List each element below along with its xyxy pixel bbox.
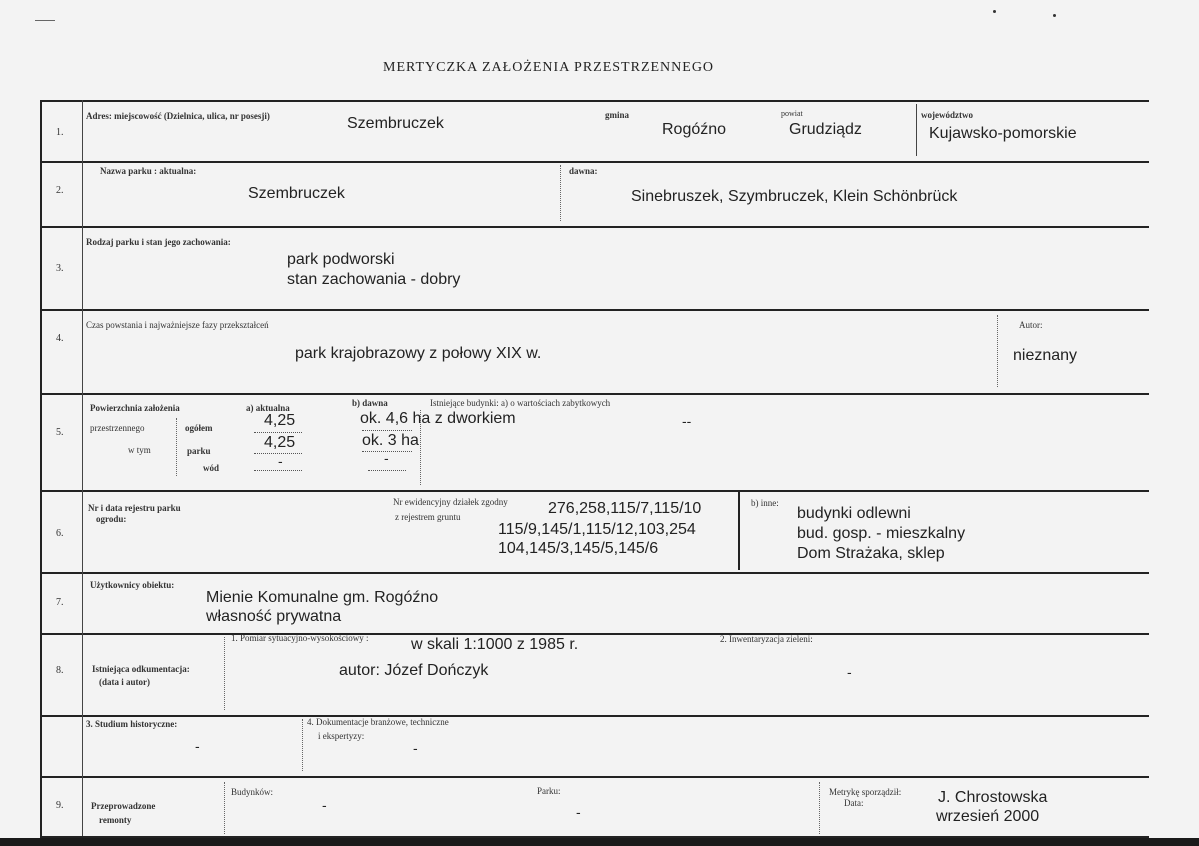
current-park-value: 4,25	[264, 434, 296, 451]
history-label: 3. Studium historyczne:	[86, 719, 178, 729]
users-label: Użytkownicy obiektu:	[90, 580, 175, 590]
number-column-divider	[82, 100, 83, 836]
address-value: Szembruczek	[347, 115, 444, 132]
voivodeship-value: Kujawsko-pomorskie	[929, 125, 1077, 142]
park-name-divider	[560, 165, 561, 221]
former-total-line	[362, 430, 412, 431]
survey-line: autor: Józef Dończyk	[339, 662, 489, 679]
voivodeship-divider	[916, 104, 917, 156]
docs-label-cont: (data i autor)	[99, 677, 150, 687]
scan-mark	[35, 20, 55, 21]
row-number: 2.	[56, 185, 64, 196]
creation-time-value: park krajobrazowy z połowy XIX w.	[295, 345, 542, 362]
current-water-value: -	[278, 453, 283, 469]
powiat-value: Grudziądz	[789, 121, 862, 138]
users-line: własność prywatna	[206, 608, 342, 625]
area-label-cont: przestrzennego	[90, 423, 145, 433]
author-label: Autor:	[1019, 320, 1043, 330]
parcels-label-cont: z rejestrem gruntu	[395, 512, 461, 522]
parcels-line: 276,258,115/7,115/10	[548, 500, 702, 517]
row-divider	[40, 633, 1149, 635]
author-value: nieznany	[1013, 347, 1078, 364]
park-area-label: parku	[187, 446, 211, 456]
gmina-label: gmina	[605, 110, 630, 120]
area-sub-divider	[176, 418, 177, 476]
buildings-label: Istniejące budynki: a) o wartościach zabytkowych	[430, 398, 611, 408]
other-label: b) inne:	[751, 498, 779, 508]
row-number: 3.	[56, 263, 64, 274]
repairs-label: Przeprowadzone	[91, 801, 156, 811]
former-name-label: dawna:	[569, 166, 598, 176]
gmina-value: Rogóźno	[662, 121, 727, 138]
docs-label: Istniejąca odkumentacja:	[92, 664, 190, 674]
register-label-cont: ogrodu:	[96, 514, 127, 524]
row-number: 8.	[56, 665, 64, 676]
address-label: Adres: miejscowość (Dzielnica, ulica, nr posesji)	[86, 111, 270, 121]
creation-time-label: Czas powstania i najważniejsze fazy przekształceń	[86, 320, 269, 330]
row-divider	[40, 776, 1149, 778]
row-divider	[40, 393, 1149, 395]
register-label: Nr i data rejestru parku	[88, 503, 181, 513]
table-left-border	[40, 100, 42, 838]
water-area-label: wód	[203, 463, 220, 473]
buildings-repairs-value: -	[322, 797, 327, 813]
branch-docs-label: 4. Dokumentacje branżowe, techniczne	[307, 717, 449, 727]
row-number: 7.	[56, 597, 64, 608]
buildings-value: --	[682, 413, 692, 429]
other-divider	[738, 492, 740, 570]
row-number: 5.	[56, 427, 64, 438]
prepared-by-label: Metrykę sporządził:	[829, 787, 902, 797]
parcels-line: 115/9,145/1,115/12,103,254	[498, 521, 696, 538]
date-value: wrzesień 2000	[936, 808, 1040, 825]
other-line: bud. gosp. - mieszkalny	[797, 525, 966, 542]
row-number: 6.	[56, 528, 64, 539]
row-number: 1.	[56, 127, 64, 138]
row-divider	[40, 100, 1149, 102]
former-water-line	[368, 470, 406, 471]
buildings-divider	[420, 410, 421, 485]
park-condition-line: stan zachowania - dobry	[287, 271, 461, 288]
repairs-label-cont: remonty	[99, 815, 132, 825]
row-divider	[40, 226, 1149, 228]
row-divider	[40, 161, 1149, 163]
branch-docs-label-cont: i ekspertyzy:	[318, 731, 365, 741]
total-label: ogółem	[185, 423, 213, 433]
area-label: Powierzchnia założenia	[90, 403, 180, 413]
docs-divider	[224, 637, 225, 710]
parcels-line: 104,145/3,145/5,145/6	[498, 540, 659, 557]
history-value: -	[195, 738, 200, 754]
prepared-by-value: J. Chrostowska	[938, 789, 1048, 806]
survey-line: w skali 1:1000 z 1985 r.	[411, 636, 579, 653]
row-divider	[40, 309, 1149, 311]
scan-speck	[1053, 14, 1056, 17]
current-total-value: 4,25	[264, 412, 296, 429]
other-line: Dom Strażaka, sklep	[797, 545, 945, 562]
parcels-label: Nr ewidencyjny działek zgodny	[393, 497, 508, 507]
former-total-value: ok. 4,6 ha z dworkiem	[360, 410, 516, 427]
repairs-divider	[224, 782, 225, 834]
survey-label: 1. Pomiar sytuacyjno-wysokościowy :	[231, 633, 369, 643]
signature-divider	[819, 782, 820, 834]
branch-docs-value: -	[413, 740, 418, 756]
author-divider	[997, 315, 998, 387]
current-area-label: a) aktualna	[246, 403, 290, 413]
park-type-line: park podworski	[287, 251, 395, 268]
former-park-value: ok. 3 ha	[362, 432, 419, 449]
current-water-line	[254, 470, 302, 471]
row-number: 4.	[56, 333, 64, 344]
former-name-value: Sinebruszek, Szymbruczek, Klein Schönbrück	[631, 188, 958, 205]
scan-speck	[993, 10, 996, 13]
former-area-label: b) dawna	[352, 398, 388, 408]
users-line: Mienie Komunalne gm. Rogóźno	[206, 589, 439, 606]
history-divider	[302, 719, 303, 771]
voivodeship-label: województwo	[921, 110, 973, 120]
row-divider	[40, 572, 1149, 574]
park-repairs-value: -	[576, 804, 581, 820]
row-number: 9.	[56, 800, 64, 811]
park-repairs-label: Parku:	[537, 786, 561, 796]
inventory-label: 2. Inwentaryzacja zieleni:	[720, 634, 813, 644]
former-water-value: -	[384, 450, 389, 466]
park-name-value: Szembruczek	[248, 185, 345, 202]
inventory-value: -	[847, 664, 852, 680]
park-name-label: Nazwa parku : aktualna:	[100, 166, 197, 176]
date-label: Data:	[844, 798, 864, 808]
other-line: budynki odlewni	[797, 505, 911, 522]
powiat-label: powiat	[781, 109, 803, 118]
row-divider	[40, 715, 1149, 717]
row-divider	[40, 490, 1149, 492]
park-type-label: Rodzaj parku i stan jego zachowania:	[86, 237, 231, 247]
in-which-label: w tym	[128, 445, 151, 455]
current-total-line	[254, 432, 302, 433]
buildings-repairs-label: Budynków:	[231, 787, 274, 797]
page-title: MERTYCZKA ZAŁOŻENIA PRZESTRZENNEGO	[383, 60, 715, 75]
scan-edge	[0, 838, 1199, 846]
